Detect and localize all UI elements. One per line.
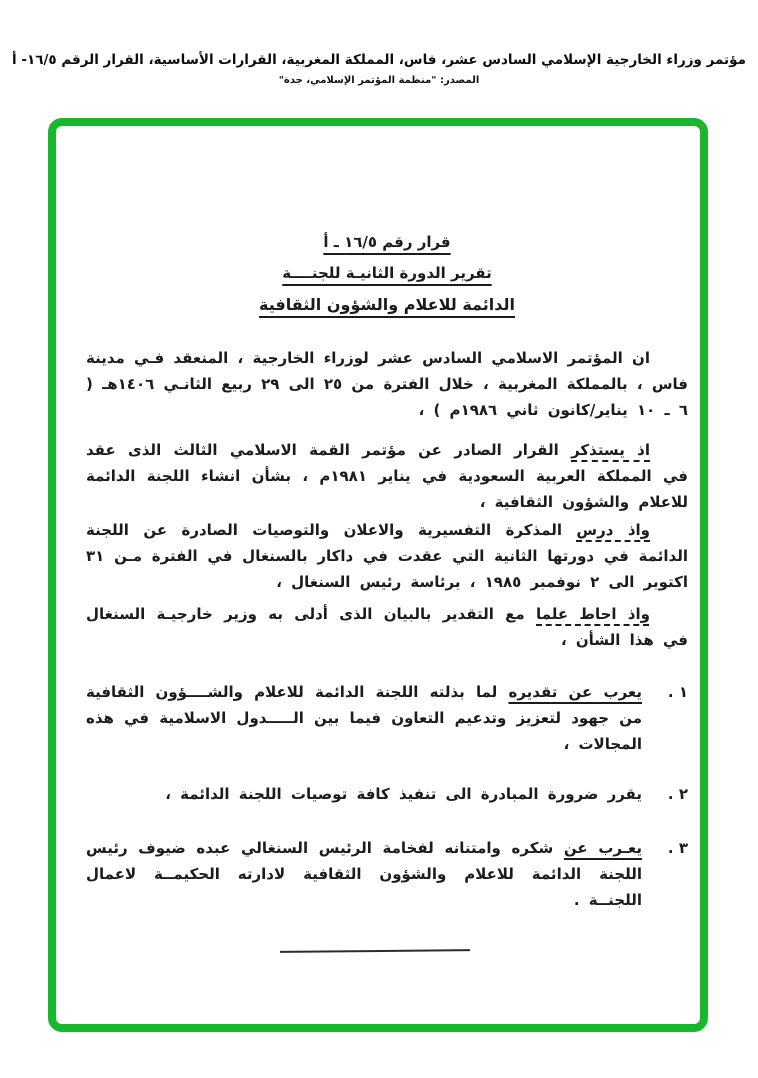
item-body <box>86 679 642 757</box>
document-header <box>0 50 758 86</box>
resolution-subtitle-line-1: تقرير الدورة الثانيـة للجنــــة <box>282 264 492 282</box>
document-border-frame <box>48 118 708 1032</box>
taking-note-paragraph <box>86 601 688 653</box>
paragraph-text: القرار الصادر عن مؤتمر القمة الاسلامي الثالث الذى عقد في المملكة العربية السعودية في يناير ١٩٨١م ، بشأن انشاء اللجنة الدائمة للاعلام والشؤون الثقافية ، <box>86 441 688 511</box>
item-lead: يعـرب عن <box>563 839 642 857</box>
paragraph-lead: واذ درس <box>576 521 650 539</box>
item-body <box>86 835 642 913</box>
preamble-paragraph <box>86 345 688 423</box>
paragraph-text: المذكرة التفسيرية والاعلان والتوصيات الصادرة عن اللجنة الدائمة في دورتها الثانية التي عقدت في داكار بالسنغال في الفترة مـن ٣١ اكتوبر الى ٢ نوفمبر ١٩٨٥ ، برئاسة رئيس السنغال ، <box>86 521 688 591</box>
item-number: ٣ . <box>667 839 688 857</box>
paragraph-text: مع التقدير بالبيان الذى أدلى به وزير خارجيـة السنغال في هذا الشأن ، <box>86 605 688 649</box>
operative-item <box>86 781 688 807</box>
item-body <box>86 781 642 807</box>
resolution-title-block <box>86 228 688 321</box>
item-lead: يعرب عن تقديره <box>508 683 642 701</box>
header-source: المصدر: "منظمة المؤتمر الإسلامي، جدة" <box>278 75 480 86</box>
operative-item <box>86 835 688 913</box>
recalling-paragraph <box>86 437 688 515</box>
resolution-subtitle-line-2: الدائمة للاعلام والشؤون الثقافية <box>259 295 515 314</box>
document-content <box>56 126 700 1024</box>
resolution-number-line: قرار رقم ١٦/٥ ـ أ <box>323 233 451 251</box>
header-citation: مؤتمر وزراء الخارجية الإسلامي السادس عشر، فاس، المملكة المغربية، القرارات الأساسية، القرار الرقم ١٦/٥- أ <box>12 52 746 68</box>
paragraph-lead: واذ احاط علما <box>536 605 650 623</box>
item-text: شكره وامتنانه لفخامة الرئيس السنغالي عبده ضيوف رئيس اللجنة الدائمة للاعلام والشؤون الثقافية لادارته الحكيمــة لاعمال اللجنــة . <box>86 839 642 909</box>
paragraph-text: ان المؤتمر الاسلامي السادس عشر لوزراء الخارجية ، المنعقد فـي مدينة فاس ، بالمملكة المغربية ، خلال الفترة من ٢٥ الى ٢٩ ربيع الثانـي ١٤٠٦هـ ( ٦ ـ ١٠ يناير/كانون ثاني ١٩٨٦م ) ، <box>86 349 689 419</box>
item-number: ٢ . <box>667 785 688 803</box>
item-text: لما بذلته اللجنة الدائمة للاعلام والشــــؤون الثقافية من جهود لتعزيز وتدعيم التعاون فيما بين الـــــدول الاسلامية في هذه المجالات ، <box>86 683 642 753</box>
item-text: يقرر ضرورة المبادرة الى تنفيذ كافة توصيات اللجنة الدائمة ، <box>165 785 642 803</box>
having-studied-paragraph <box>86 517 688 595</box>
paragraph-lead: اذ يستذكر <box>571 441 650 459</box>
operative-item <box>86 679 688 757</box>
item-number: ١ . <box>667 683 688 701</box>
